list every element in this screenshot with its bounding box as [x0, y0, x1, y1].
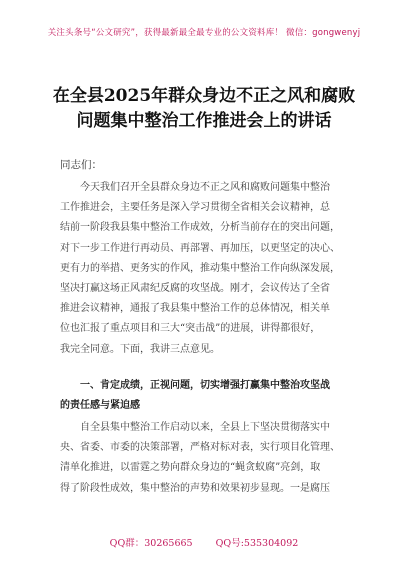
title-line-2: 问题集中整治工作推进会上的讲话	[76, 111, 332, 131]
salutation: 同志们：	[60, 159, 102, 171]
header-banner: 关注头条号“公文研究”，获得最新最全最专业的公文资料库！ 微信：gongwenyj	[47, 28, 361, 38]
paragraph-line: 自全县集中整治工作启动以来，全县上下坚决贯彻落实中	[80, 422, 330, 433]
paragraph-line: 结前一阶段我县集中整治工作成效，分析当前存在的突出问题，	[60, 222, 340, 234]
paragraph-line: 清单化推进，以雷霆之势向群众身边的“蝇贪蚁腐”亮剑，取	[60, 462, 321, 474]
paragraph-line: 得了阶段性成效，集中整治的声势和效果初步显现。一是腐压	[60, 482, 330, 494]
footer-contact	[0, 535, 408, 549]
heading-line: 一、肯定成绩，正视问题，切实增强打赢集中整治攻坚战	[80, 380, 330, 391]
paragraph-2	[60, 418, 350, 499]
paragraph-1	[60, 178, 350, 360]
document-title	[40, 84, 368, 134]
paragraph-line: 对下一步工作进行再动员、再部署、再加压，以更坚定的决心、	[60, 242, 340, 254]
paragraph-line: 推进会议精神，通报了我县集中整治工作的总体情况，相关单	[60, 303, 330, 315]
paragraph-line: 坚决打赢这场正风肃纪反腐的攻坚战。刚才，会议传达了全省	[60, 283, 330, 295]
paragraph-line: 我完全同意。下面，我讲三点意见。	[60, 343, 220, 355]
title-line-1: 在全县2025年群众身边不正之风和腐败	[52, 86, 356, 106]
paragraph-line: 位也汇报了重点项目和三大“突击战”的进展，讲得都很好，	[60, 323, 321, 335]
paragraph-line: 更有力的举措、更务实的作风，推动集中整治工作向纵深发展，	[60, 262, 340, 274]
paragraph-line: 今天我们召开全县群众身边不正之风和腐败问题集中整治	[80, 182, 330, 193]
paragraph-line: 工作推进会，主要任务是深入学习贯彻全省相关会议精神，总	[60, 202, 330, 214]
qq-number: QQ号:535304092	[215, 538, 299, 549]
qq-group: QQ群：30265665	[109, 538, 193, 549]
heading-line: 的责任感与紧迫感	[60, 400, 140, 412]
section-1-heading	[60, 376, 350, 416]
paragraph-line: 央、省委、市委的决策部署，严格对标对表，实行项目化管理、	[60, 442, 340, 454]
